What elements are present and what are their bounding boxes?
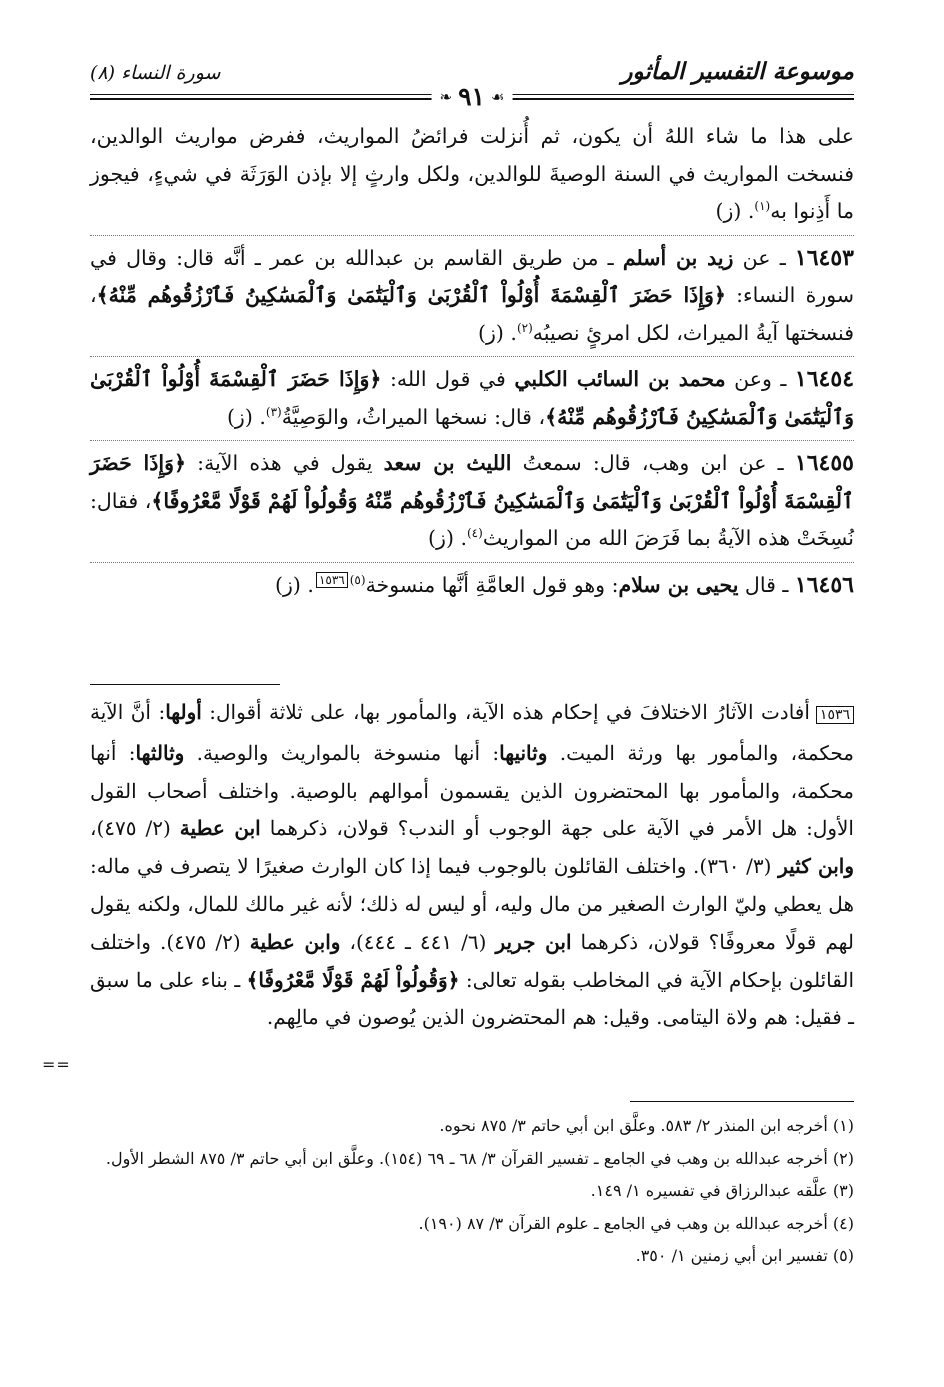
- athar-entry: ١٦٤٥٤ ـ وعن محمد بن السائب الكلبي في قول الله: ﴿وَإِذَا حَضَرَ ٱلْقِسْمَةَ أُوْلُواْ ٱلْقُرْبَىٰ وَٱلْيَتَٰمَىٰ وَٱلْمَسَٰكِينُ فَٱرْزُقُوهُم مِّنْهُ﴾، قال: نسخها الميراثُ، والوَصِيَّةُ$^{(٣)}$. (ز): [90, 356, 854, 436]
- footnote-separator: [630, 1101, 854, 1102]
- commentary-separator: [90, 684, 280, 685]
- narrator-name: الليث بن سعد: [383, 451, 512, 475]
- main-text: [90, 118, 854, 608]
- page-number: ٩١: [458, 82, 485, 111]
- entry-number: ١٦٤٥٥: [794, 450, 854, 476]
- opening-paragraph: على هذا ما شاء اللهُ أن يكون، ثم أُنزلت فرائضُ المواريث، ففرض مواريث الوالدين، فنسخت المواريث في السنة الوصيةَ للوالدين، ولكل وارثٍ إلا بإذن الوَرَثَة في شيءٍ، فيجوز ما أَذِنوا به$^{(١)}$. (ز): [90, 124, 854, 223]
- footnote: (٣) علَّقه عبدالرزاق في تفسيره ١/ ١٤٩.: [590, 1181, 854, 1200]
- footnotes: [90, 1110, 854, 1273]
- ornament-left-icon: ❧: [439, 87, 453, 106]
- surah-title: سورة النساء (٨): [90, 62, 221, 84]
- athar-entry: ١٦٤٥٥ ـ عن ابن وهب، قال: سمعتُ الليث بن سعد يقول في هذه الآية: ﴿وَإِذَا حَضَرَ ٱلْقِسْمَةَ أُوْلُواْ ٱلْقُرْبَىٰ وَٱلْيَتَٰمَىٰ وَٱلْمَسَٰكِينُ فَٱرْزُقُوهُم مِّنْهُ وَقُولُواْ لَهُمْ قَوْلًا مَّعْرُوفًا﴾، فقال: نُسِخَتْ هذه الآيةُ بما فَرَضَ الله من المواريث$^{(٤)}$. (ز): [90, 440, 854, 558]
- footnote-marker[interactable]: (٢): [516, 320, 533, 335]
- commentary-number-box: ١٥٣٦: [816, 706, 854, 724]
- commentary-reference-box[interactable]: ١٥٣٦: [316, 572, 348, 588]
- narrator-name: يحيى بن سلام: [618, 572, 739, 597]
- quran-verse: ﴿وَإِذَا حَضَرَ ٱلْقِسْمَةَ أُوْلُواْ ٱلْقُرْبَىٰ وَٱلْيَتَٰمَىٰ وَٱلْمَسَٰكِينُ فَٱرْزُقُوهُم مِّنْهُ﴾: [90, 367, 854, 429]
- commentary-note: ١٥٣٦أفادت الآثارُ الاختلافَ في إحكام هذه الآية، والمأمور بها، على ثلاثة أقوال: أولها: أنَّ الآية محكمة، والمأمور بها ورثة الميت. وثانيها: أنها منسوخة بالمواريث والوصية. وثالثها: أنها محكمة، والمأمور بها المحتضرون الذين يقسمون أموالهم بالوصية. واختلف أصحاب القول الأول: هل الأمر في الآية على جهة الوجوب أو الندب؟ قولان، ذكرهما ابن عطية (٢/ ٤٧٥)، وابن كثير (٣/ ٣٦٠). واختلف القائلون بالوجوب فيما إذا كان الوارث صغيرًا لا يتصرف في ماله: هل يعطي وليّ الوارث الصغير من مال وليه، أو ليس له ذلك؛ لأنه غير مالك للمال، ولكنه يقول لهم قولًا معروفًا؟ قولان، ذكرهما ابن جرير (٦/ ٤٤١ ـ ٤٤٤)، وابن عطية (٢/ ٤٧٥). واختلف القائلون بإحكام الآية في المخاطب بقوله تعالى: ﴿وَقُولُواْ لَهُمْ قَوْلًا مَّعْرُوفًا﴾ ـ بناء على ما سبق ـ فقيل: هم ولاة اليتامى. وقيل: هم المحتضرون الذين يُوصون في مالِهم.: [90, 700, 855, 1030]
- footnote-marker[interactable]: (٥): [349, 572, 366, 587]
- continuation-mark: ==: [42, 1055, 71, 1074]
- narrator-name: زيد بن أسلم: [622, 245, 734, 270]
- footnote: (١) أخرجه ابن المنذر ٢/ ٥٨٣. وعلَّق ابن أبي حاتم ٣/ ٨٧٥ نحوه.: [439, 1116, 854, 1135]
- quran-verse: ﴿وَإِذَا حَضَرَ ٱلْقِسْمَةَ أُوْلُواْ ٱلْقُرْبَىٰ وَٱلْيَتَٰمَىٰ وَٱلْمَسَٰكِينُ فَٱرْزُقُوهُم مِّنْهُ﴾: [96, 283, 726, 307]
- ornament-right-icon: ☙: [490, 87, 505, 106]
- athar-entry: ١٦٤٥٣ ـ عن زيد بن أسلم ـ من طريق القاسم بن عبدالله بن عمر ـ أنَّه قال: وقال في سورة النساء: ﴿وَإِذَا حَضَرَ ٱلْقِسْمَةَ أُوْلُواْ ٱلْقُرْبَىٰ وَٱلْيَتَٰمَىٰ وَٱلْمَسَٰكِينُ فَٱرْزُقُوهُم مِّنْهُ﴾، فنسختها آيةُ الميراث، لكل امرئٍ نصيبُه$^{(٢)}$. (ز): [90, 235, 854, 353]
- entry-number: ١٦٤٥٦: [794, 571, 854, 598]
- book-title: موسوعة التفسير المأثور: [621, 58, 854, 85]
- entry-number: ١٦٤٥٣: [794, 244, 854, 271]
- entry-number: ١٦٤٥٤: [794, 366, 855, 392]
- footnote: (٥) تفسير ابن أبي زمنين ١/ ٣٥٠.: [635, 1246, 854, 1265]
- quran-verse: ﴿وَقُولُواْ لَهُمْ قَوْلًا مَّعْرُوفًا﴾: [246, 967, 460, 992]
- footnote: (٢) أخرجه عبدالله بن وهب في الجامع ـ تفسير القرآن ٣/ ٦٨ ـ ٦٩ (١٥٤). وعلَّق ابن أبي حاتم ٣/ ٨٧٥ الشطر الأول.: [105, 1148, 854, 1168]
- footnote-marker[interactable]: (٣): [265, 404, 282, 419]
- footnote-marker[interactable]: (١): [754, 199, 771, 214]
- narrator-name: محمد بن السائب الكلبي: [514, 367, 726, 391]
- athar-entry: ١٦٤٥٦ ـ قال يحيى بن سلام: وهو قول العامَّةِ أنَّها منسوخة$^{(٥)١٥٣٦}$. (ز): [90, 562, 854, 605]
- page-header: [90, 54, 854, 111]
- quran-verse: ﴿وَإِذَا حَضَرَ ٱلْقِسْمَةَ أُوْلُواْ ٱلْقُرْبَىٰ وَٱلْيَتَٰمَىٰ وَٱلْمَسَٰكِينُ فَٱرْزُقُوهُم مِّنْهُ وَقُولُواْ لَهُمْ قَوْلًا مَّعْرُوفًا﴾: [90, 451, 854, 513]
- footnote-marker[interactable]: (٤): [466, 526, 483, 541]
- page-number-box: [432, 82, 513, 111]
- footnote: (٤) أخرجه عبدالله بن وهب في الجامع ـ علوم القرآن ٣/ ٨٧ (١٩٠).: [418, 1213, 854, 1233]
